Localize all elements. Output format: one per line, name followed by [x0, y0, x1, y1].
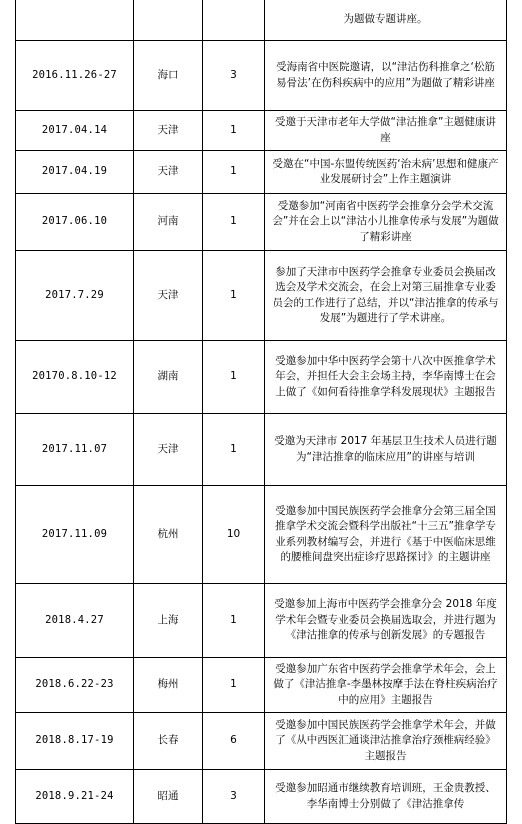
count-cell: 3 [203, 770, 265, 824]
date-cell: 2017.04.14 [16, 111, 134, 151]
table-row [16, 151, 507, 194]
description-cell [265, 658, 507, 713]
place-cell: 昭通 [134, 770, 203, 824]
count-cell: 3 [203, 41, 265, 111]
description-cell [265, 713, 507, 770]
table-row [16, 111, 507, 151]
description-cell [265, 111, 507, 151]
place-cell: 天津 [134, 414, 203, 486]
academic-activity-table [15, 0, 507, 824]
table-row [16, 658, 507, 713]
description-cell [265, 151, 507, 194]
description-text: 受邀参加中华中医药学会第十八次中医推拿学术年会，并担任大会主会场主持，李华南博士在会上做了《如何看待推拿学科发展现状》主题报告 [275, 354, 496, 398]
description-text: 受邀参加“河南省中医药学会推拿分会学术交流会”并在会上以“津沽小儿推拿传承与发展”为题做了精彩讲座 [272, 199, 499, 243]
date-cell: 2018.4.27 [16, 584, 134, 658]
description-text: 受邀在“中国-东盟传统医药‘治未病’思想和健康产业发展研讨会”上作主题演讲 [272, 157, 499, 185]
count-cell: 10 [203, 486, 265, 584]
date-cell: 20170.8.10-12 [16, 341, 134, 414]
description-cell [265, 414, 507, 486]
table-row [16, 341, 507, 414]
description-cell [265, 41, 507, 111]
description-cell [265, 251, 507, 341]
description-text: 为题做专题讲座。 [343, 12, 428, 25]
place-cell: 长春 [134, 713, 203, 770]
count-cell: 1 [203, 111, 265, 151]
description-cell [265, 770, 507, 824]
description-text: 受海南省中医院邀请，以“津沽伤科推拿之‘松筋易骨法’在伤科疾病中的应用”为题做了精彩讲座 [276, 61, 495, 89]
table-row [16, 770, 507, 824]
date-cell: 2017.7.29 [16, 251, 134, 341]
description-text: 受邀参加广东省中医药学会推拿学术年会，会上做了《津沽推拿-李墨林按摩手法在脊柱疾病治疗中的应用》主题报告 [273, 662, 498, 706]
description-cell [265, 341, 507, 414]
place-cell: 天津 [134, 111, 203, 151]
count-cell: 1 [203, 151, 265, 194]
description-text: 受邀参加昭通市继续教育培训班，王金贵教授、李华南博士分别做了《津沽推拿传 [275, 782, 496, 810]
place-cell: 海口 [134, 41, 203, 111]
date-cell: 2018.9.21-24 [16, 770, 134, 824]
count-cell: 6 [203, 713, 265, 770]
table-row [16, 0, 507, 41]
date-cell: 2018.8.17-19 [16, 713, 134, 770]
description-cell [265, 0, 507, 41]
place-cell [134, 0, 203, 41]
count-cell: 1 [203, 658, 265, 713]
date-cell [16, 0, 134, 41]
place-cell: 天津 [134, 251, 203, 341]
date-cell: 2017.04.19 [16, 151, 134, 194]
count-cell: 1 [203, 414, 265, 486]
description-text: 参加了天津市中医药学会推拿专业委员会换届改选会及学术交流会，在会上对第三届推拿专业委员会的工作进行了总结，并以“津沽推拿的传承与发展”为题进行了学术讲座。 [272, 265, 499, 324]
table-row [16, 41, 507, 111]
count-cell: 1 [203, 584, 265, 658]
place-cell: 梅州 [134, 658, 203, 713]
table-row [16, 251, 507, 341]
date-cell: 2016.11.26-27 [16, 41, 134, 111]
table-row [16, 584, 507, 658]
date-cell: 2017.11.09 [16, 486, 134, 584]
description-cell [265, 584, 507, 658]
description-text: 受邀为天津市 2017 年基层卫生技术人员进行题为“津沽推拿的临床应用”的讲座与培训 [274, 435, 497, 463]
count-cell: 1 [203, 341, 265, 414]
description-text: 受邀于天津市老年大学做“津沽推拿”主题健康讲座 [275, 116, 496, 144]
description-cell [265, 194, 507, 251]
count-cell: 1 [203, 251, 265, 341]
count-cell: 1 [203, 194, 265, 251]
place-cell: 河南 [134, 194, 203, 251]
count-cell [203, 0, 265, 41]
description-text: 受邀参加上海市中医药学会推拿分会 2018 年度学术年会暨专业委员会换届选取会，并进行题为《津沽推拿的传承与创新发展》的专题报告 [274, 598, 497, 642]
place-cell: 上海 [134, 584, 203, 658]
description-text: 受邀参加中国民族医药学会推拿学术年会，并做了《从中西医汇通谈津沽推拿治疗颈椎病经验》主题报告 [275, 718, 496, 762]
place-cell: 杭州 [134, 486, 203, 584]
table-row [16, 414, 507, 486]
description-cell [265, 486, 507, 584]
description-text: 受邀参加中国民族医药学会推拿分会第三届全国推拿学术交流会暨科学出版社“十三五”推拿学专业系列教材编写会，并进行《基于中医临床思维的腰椎间盘突出症诊疗思路探讨》的主题讲座 [275, 504, 496, 563]
table-row [16, 194, 507, 251]
place-cell: 湖南 [134, 341, 203, 414]
date-cell: 2018.6.22-23 [16, 658, 134, 713]
table-row [16, 713, 507, 770]
date-cell: 2017.11.07 [16, 414, 134, 486]
table-row [16, 486, 507, 584]
place-cell: 天津 [134, 151, 203, 194]
date-cell: 2017.06.10 [16, 194, 134, 251]
